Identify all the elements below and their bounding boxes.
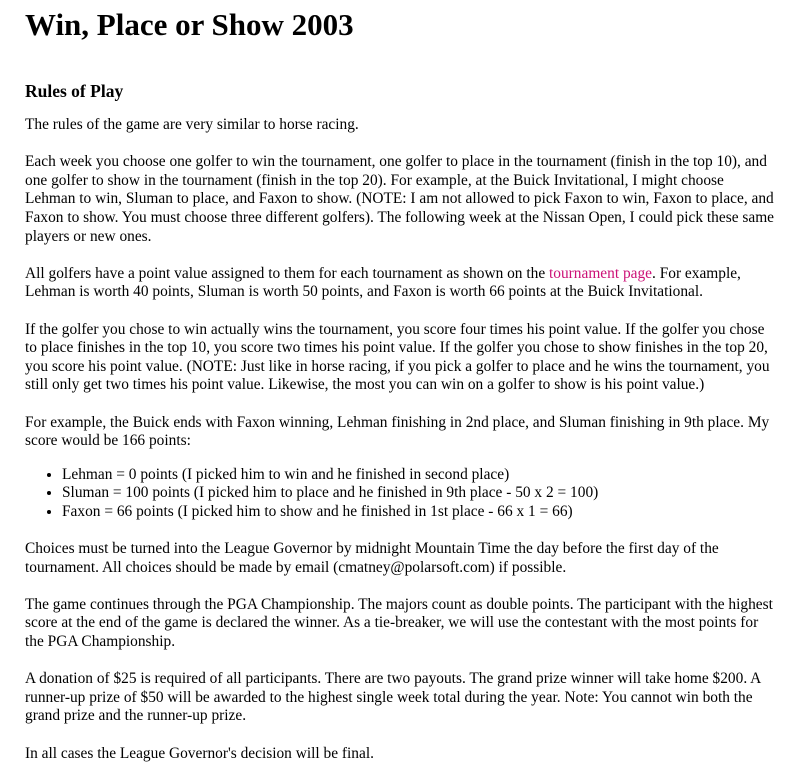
example-paragraph: For example, the Buick ends with Faxon winning, Lehman finishing in 2nd place, and Sluman finishing in 9th place. My score would be 166 points: — [25, 413, 770, 450]
list-item: • Lehman = 0 points (I picked him to win and he finished in second place) — [62, 466, 775, 485]
example-score-list — [25, 466, 775, 522]
choices-paragraph: Choices must be turned into the League Governor by midnight Mountain Time the day before the first day of the tournament. All choices should be made by email (cmatney@polarsoft.com) if possible. — [25, 540, 719, 576]
final-decision-paragraph: In all cases the League Governor's decision will be final. — [25, 744, 374, 762]
scoring-paragraph: If the golfer you chose to win actually wins the tournament, you score four times his point value. If the golfer you chose to place finishes in the top 10, you score two times his point value. If the golfer you chose to show finishes in the top 20, you score his point value. (NOTE: Just like in horse racing, if you pick a golfer to place and he wins the tournament, you still only get two times his point value. Likewise, the most you can win on a golfer to show is his point value.) — [25, 320, 770, 394]
tournament-page-link[interactable]: tournament page — [549, 264, 652, 282]
point-values-paragraph — [25, 265, 775, 302]
point-values-text-before: All golfers have a point value assigned to them for each tournament as shown on the — [25, 264, 549, 282]
list-item: • Faxon = 66 points (I picked him to show and he finished in 1st place - 66 x 1 = 66) — [62, 503, 775, 522]
list-item: • Sluman = 100 points (I picked him to place and he finished in 9th place - 50 x 2 = 100) — [62, 484, 775, 503]
section-heading-rules: Rules of Play — [25, 81, 124, 101]
point-values-text-after: . For example, Lehman is worth 40 points, Sluman is worth 50 points, and Faxon is worth 66 points at the Buick Invitational. — [25, 264, 741, 301]
donation-paragraph: A donation of $25 is required of all participants. There are two payouts. The grand prize winner will take home $200. A runner-up prize of $50 will be awarded to the highest single week total during the year. Note: You cannot win both the grand prize and the runner-up prize. — [25, 670, 761, 725]
game-continues-paragraph: The game continues through the PGA Championship. The majors count as double points. The participant with the highest score at the end of the game is declared the winner. As a tie-breaker, we will use the contestant with the most points for the PGA Championship. — [25, 595, 773, 651]
weekly-picks-paragraph: Each week you choose one golfer to win the tournament, one golfer to place in the tournament (finish in the top 10), and one golfer to show in the tournament (finish in the top 20). For example, at the Buick Invitational, I might choose Lehman to win, Sluman to place, and Faxon to show. (NOTE: I am not allowed to pick Faxon to win, Faxon to place, and Faxon to show. You must choose three different golfers). The following week at the Nissan Open, I could pick these same players or new ones. — [25, 153, 774, 245]
intro-paragraph: The rules of the game are very similar to horse racing. — [25, 116, 359, 133]
page-title: Win, Place or Show 2003 — [25, 7, 354, 42]
